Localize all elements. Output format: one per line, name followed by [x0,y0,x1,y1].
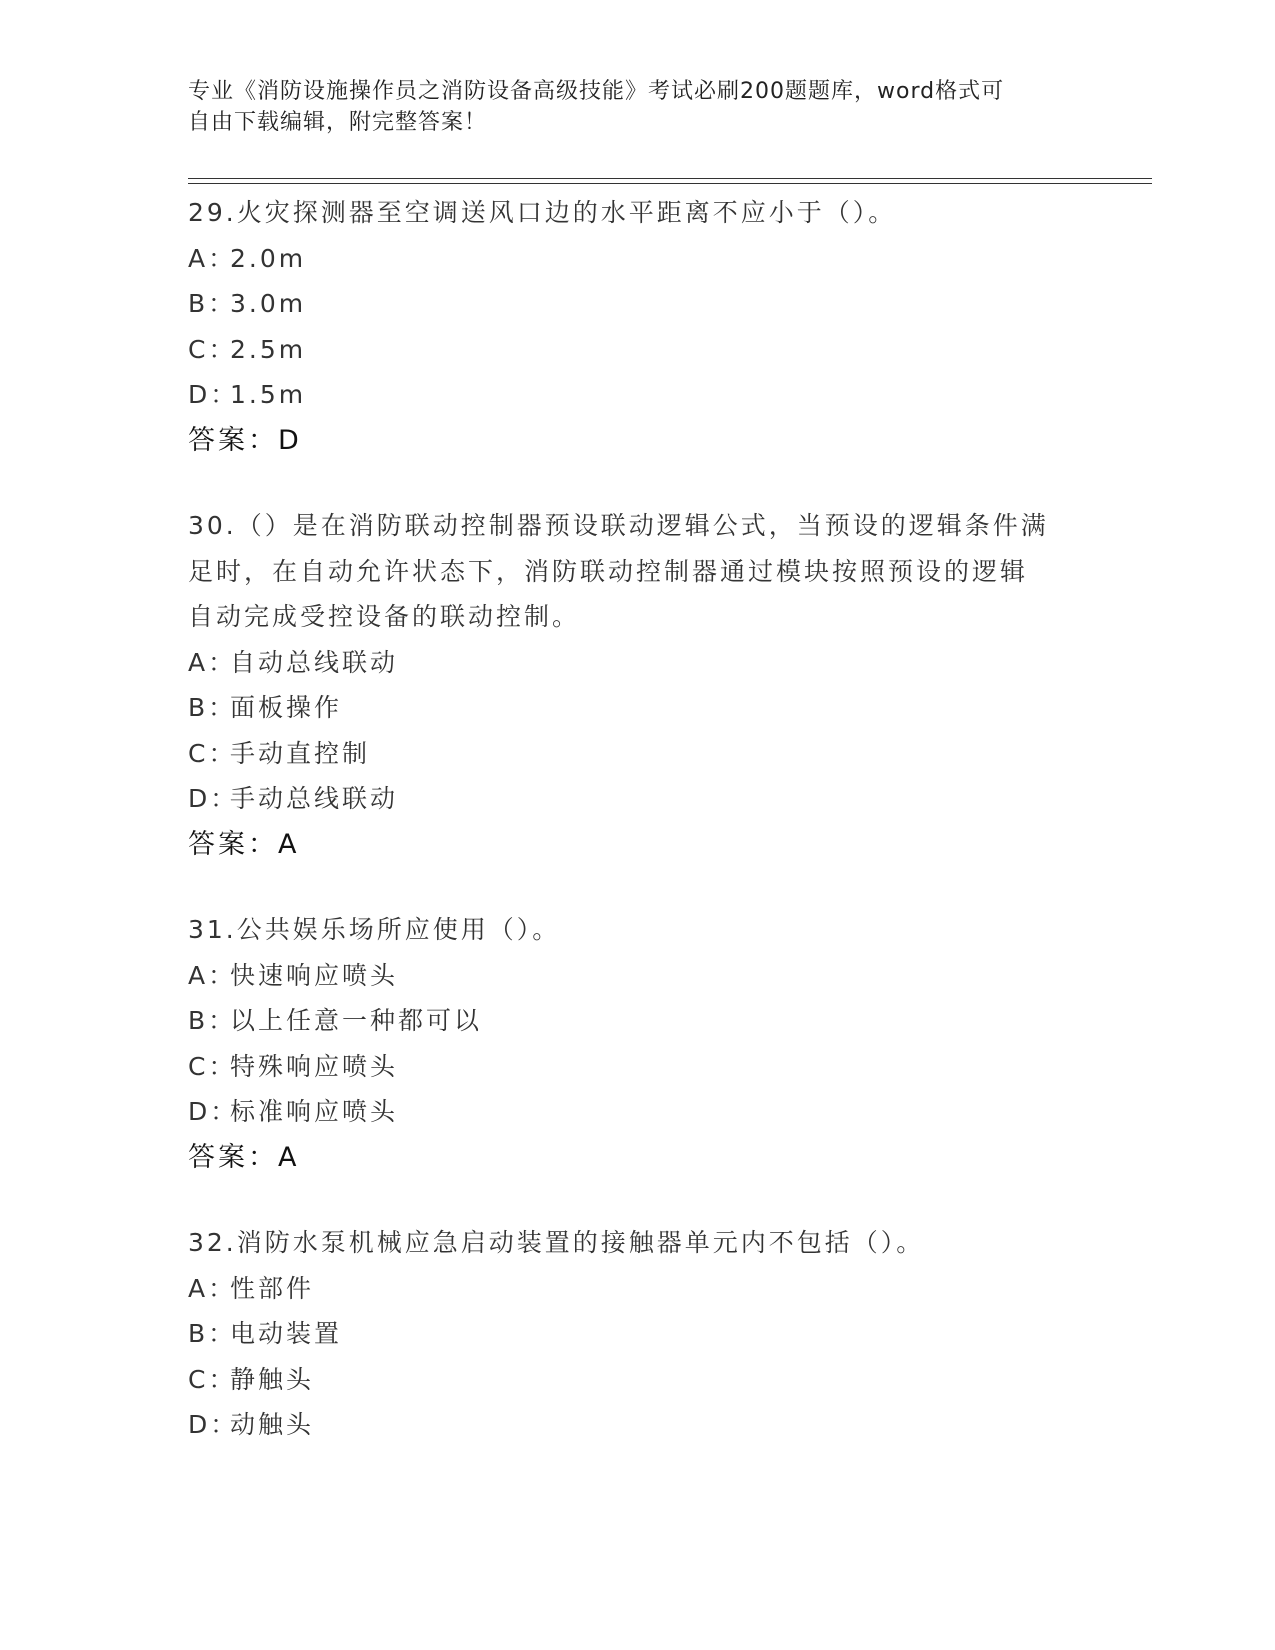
question-text: 自动完成受控设备的联动控制。 [188,602,581,631]
option-letter: C： [188,738,237,768]
answer-key: 答案：A [188,1141,300,1173]
question-text: 30.（）是在消防联动控制器预设联动逻辑公式，当预设的逻辑条件满 [188,511,1049,540]
header-line-2: 自由下载编辑，附完整答案！ [188,110,488,135]
option-letter: D： [188,784,239,813]
option-text: 特殊响应喷头 [230,1051,399,1081]
document-header [188,76,1088,138]
option-letter: A： [188,647,237,677]
question-block [188,190,1108,463]
answer-option [188,1402,1108,1448]
option-text: 手动总线联动 [230,784,399,813]
option-letter: B： [188,693,237,722]
option-letter: D： [188,1410,239,1439]
answer-option [188,640,1108,686]
option-text: 手动直控制 [230,738,371,768]
answer-option [188,685,1108,731]
option-letter: A： [188,1273,237,1303]
option-text: 面板操作 [230,693,343,722]
header-divider-top [188,178,1152,179]
option-text: 动触头 [230,1410,315,1439]
answer-option [188,281,1108,327]
question-block [188,1220,1108,1448]
option-letter: C： [188,1051,237,1081]
option-text: 自动总线联动 [230,647,399,677]
answer-option [188,1044,1108,1090]
answer-option [188,236,1108,282]
question-block [188,503,1108,867]
answer-option [188,327,1108,373]
option-letter: C： [188,1364,237,1394]
option-text: 以上任意一种都可以 [230,1006,483,1035]
option-letter: B： [188,1006,237,1035]
question-text: 足时，在自动允许状态下，消防联动控制器通过模块按照预设的逻辑 [188,556,1029,586]
option-letter: B： [188,1319,237,1348]
answer-key: 答案：D [188,424,302,456]
option-letter: D： [188,1097,239,1126]
header-line-1: 专业《消防设施操作员之消防设备高级技能》考试必刷200题题库，word格式可 [188,79,1005,104]
question-text: 29.火灾探测器至空调送风口边的水平距离不应小于（）。 [188,198,897,227]
question-text: 31.公共娱乐场所应使用（）。 [188,915,561,944]
answer-option [188,372,1108,418]
answer-option [188,998,1108,1044]
answer-option [188,1089,1108,1135]
answer-option [188,1266,1108,1312]
question-block [188,907,1108,1180]
option-text: 2.5m [230,334,307,364]
answer-option [188,1311,1108,1357]
question-list [188,190,1108,1488]
answer-key: 答案：A [188,828,300,860]
option-text: 2.0m [230,243,307,273]
answer-option [188,731,1108,777]
option-text: 3.0m [230,289,307,318]
option-letter: A： [188,960,237,990]
option-letter: C： [188,334,237,364]
option-text: 快速响应喷头 [230,960,399,990]
option-letter: B： [188,289,237,318]
option-letter: D： [188,380,239,409]
answer-option [188,1357,1108,1403]
option-text: 静触头 [230,1364,315,1394]
header-divider-bottom [188,183,1152,184]
answer-option [188,953,1108,999]
question-text: 32.消防水泵机械应急启动装置的接触器单元内不包括（）。 [188,1228,925,1257]
option-text: 标准响应喷头 [230,1097,399,1126]
option-text: 电动装置 [230,1319,343,1348]
option-text: 1.5m [230,380,307,409]
option-text: 性部件 [230,1273,315,1303]
option-letter: A： [188,243,237,273]
answer-option [188,776,1108,822]
